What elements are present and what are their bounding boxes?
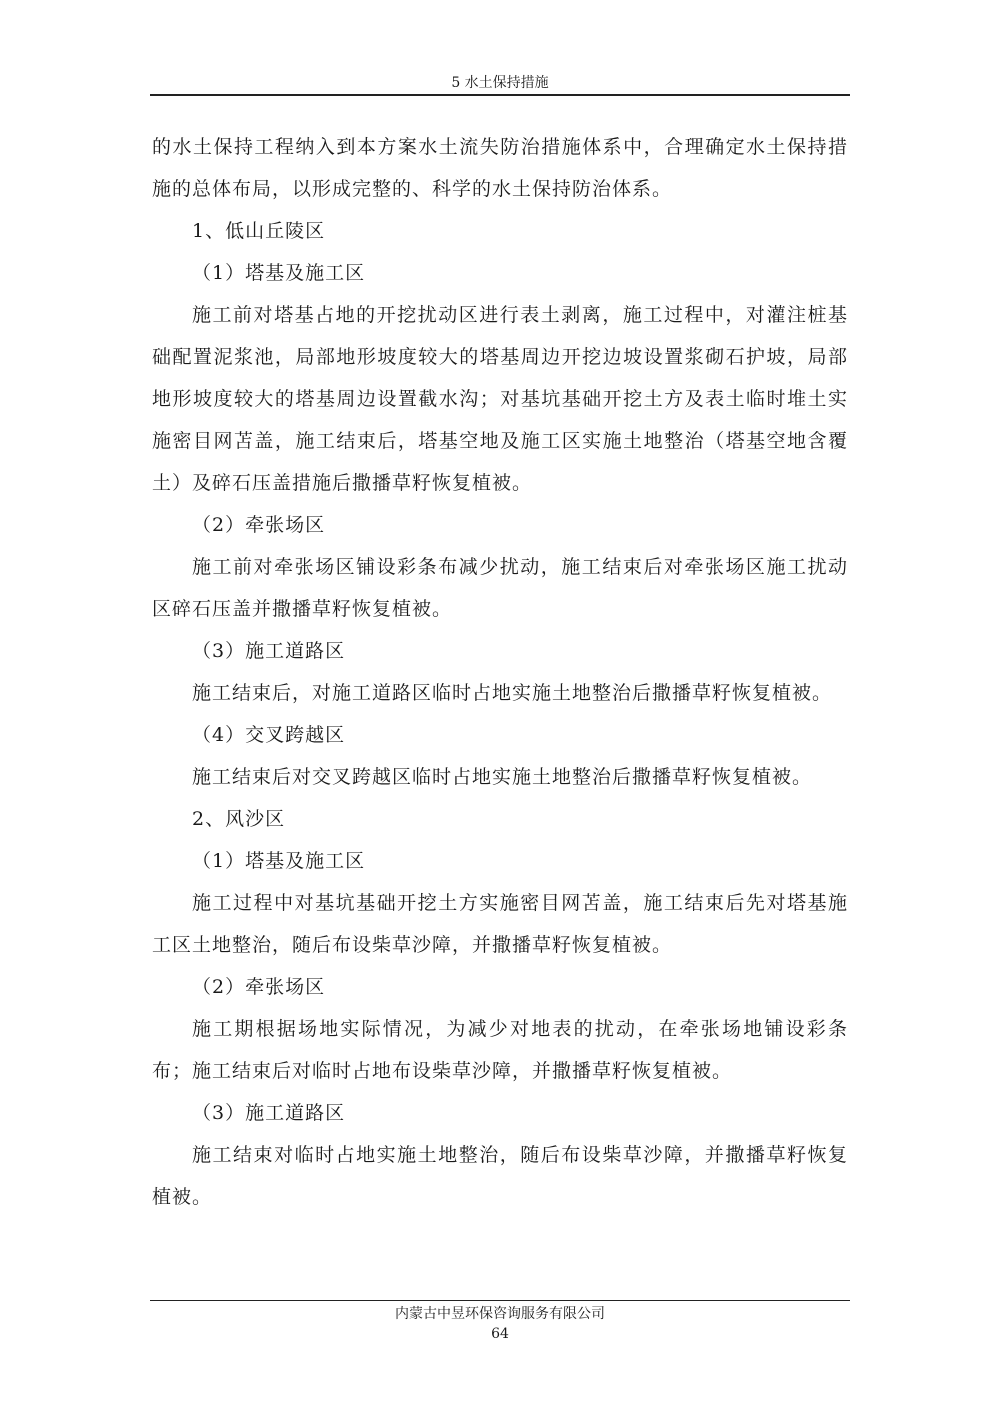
subsection-heading: （1）塔基及施工区 bbox=[192, 850, 366, 872]
section-heading: 1、低山丘陵区 bbox=[192, 220, 326, 242]
subsection-heading: （2）牵张场区 bbox=[192, 514, 326, 536]
footer-company: 内蒙古中昱环保咨询服务有限公司 bbox=[395, 1306, 605, 1322]
subsection-heading: （4）交叉跨越区 bbox=[192, 724, 346, 746]
page-number: 64 bbox=[491, 1326, 509, 1342]
subsection-heading: （3）施工道路区 bbox=[192, 1102, 346, 1124]
paragraph: 施工结束后，对施工道路区临时占地实施土地整治后撒播草籽恢复植被。 bbox=[192, 682, 833, 704]
paragraph: 施工前对牵张场区铺设彩条布减少扰动，施工结束后对牵张场区施工扰动区碎石压盖并撒播草籽恢复植被。 bbox=[152, 556, 848, 620]
footer-rule bbox=[150, 1300, 850, 1301]
paragraph: 施工结束对临时占地实施土地整治，随后布设柴草沙障，并撒播草籽恢复植被。 bbox=[152, 1144, 848, 1208]
subsection-heading: （2）牵张场区 bbox=[192, 976, 326, 998]
header-rule bbox=[150, 94, 850, 96]
subsection-heading: （3）施工道路区 bbox=[192, 640, 346, 662]
subsection-heading: （1）塔基及施工区 bbox=[192, 262, 366, 284]
paragraph: 施工过程中对基坑基础开挖土方实施密目网苫盖，施工结束后先对塔基施工区土地整治，随后布设柴草沙障，并撒播草籽恢复植被。 bbox=[152, 892, 848, 956]
body-text bbox=[152, 126, 848, 1218]
header-title: 5 水土保持措施 bbox=[451, 75, 549, 91]
paragraph: 施工前对塔基占地的开挖扰动区进行表土剥离，施工过程中，对灌注桩基础配置泥浆池，局部地形坡度较大的塔基周边开挖边坡设置浆砌石护坡，局部地形坡度较大的塔基周边设置截水沟；对基坑基础开挖土方及表土临时堆土实施密目网苫盖，施工结束后，塔基空地及施工区实施土地整治（塔基空地含覆土）及碎石压盖措施后撒播草籽恢复植被。 bbox=[152, 304, 848, 494]
paragraph: 的水土保持工程纳入到本方案水土流失防治措施体系中，合理确定水土保持措施的总体布局，以形成完整的、科学的水土保持防治体系。 bbox=[152, 136, 848, 200]
paragraph: 施工结束后对交叉跨越区临时占地实施土地整治后撒播草籽恢复植被。 bbox=[192, 766, 813, 788]
section-heading: 2、风沙区 bbox=[192, 808, 286, 830]
paragraph: 施工期根据场地实际情况，为减少对地表的扰动，在牵张场地铺设彩条布；施工结束后对临时占地布设柴草沙障，并撒播草籽恢复植被。 bbox=[152, 1018, 848, 1082]
